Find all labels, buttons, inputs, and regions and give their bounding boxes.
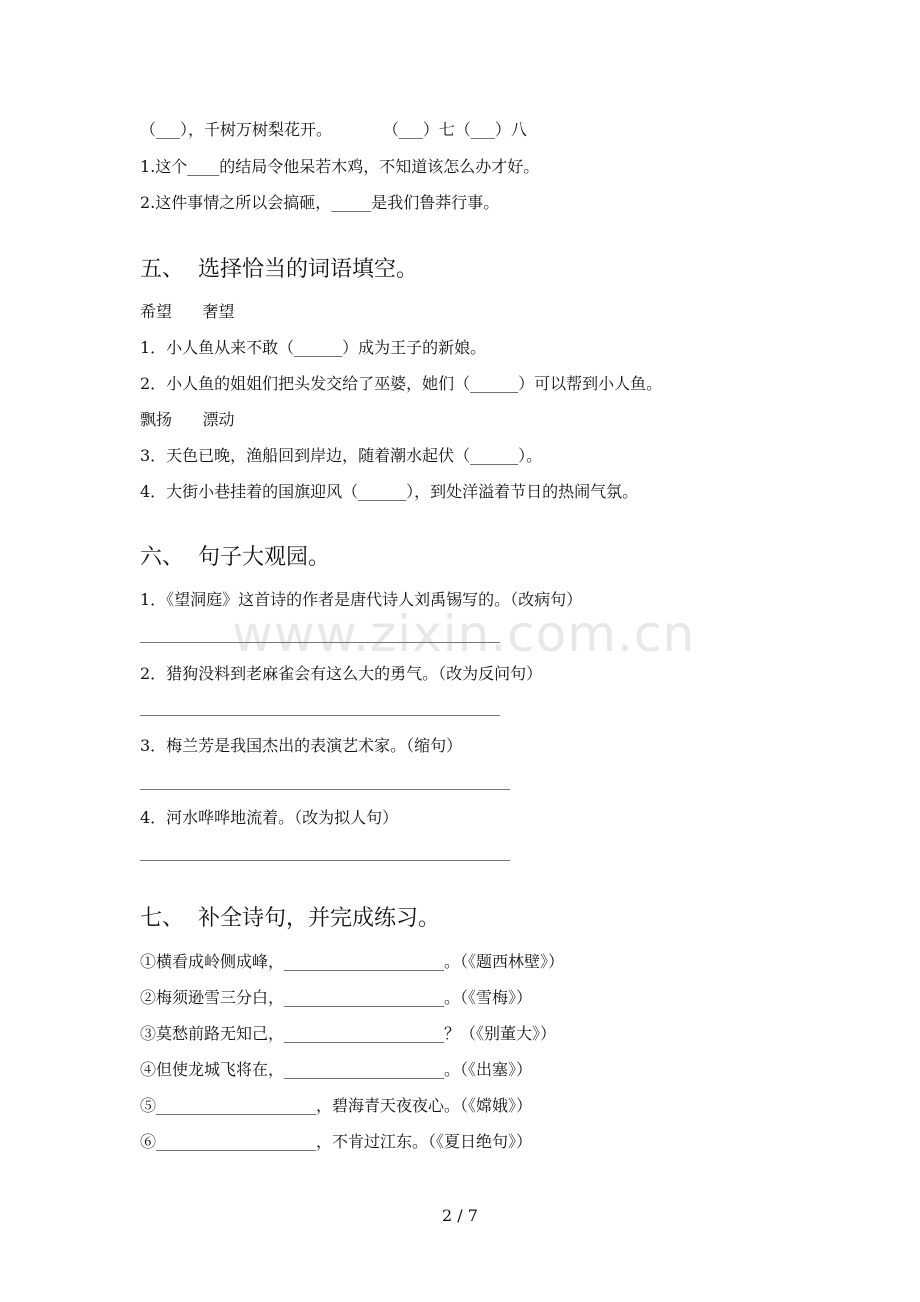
answer-line xyxy=(140,860,510,861)
section-7-title: 七、 补全诗句，并完成练习。 xyxy=(140,906,440,931)
watermark: www.zixin.com.cn xyxy=(232,605,696,663)
question-item: 2．猎狗没料到老麻雀会有这么大的勇气。（改为反问句） xyxy=(140,664,543,683)
section-5-title: 五、 选择恰当的词语填空。 xyxy=(140,257,418,282)
poem-item: ⑤____________________，碧海青天夜夜心。（《嫦娥》） xyxy=(140,1096,533,1115)
section-6-title: 六、 句子大观园。 xyxy=(140,545,330,570)
word-pair: 希望 奢望 xyxy=(140,302,235,321)
question-item: 3．梅兰芳是我国杰出的表演艺术家。（缩句） xyxy=(140,736,463,755)
answer-line xyxy=(140,715,500,716)
question-item: 4．河水哗哗地流着。（改为拟人句） xyxy=(140,808,399,827)
fill-line: （___），千树万树梨花开。 （___）七（___）八 xyxy=(140,120,527,139)
answer-line xyxy=(140,789,510,790)
page-number: 2 / 7 xyxy=(442,1206,478,1225)
answer-line xyxy=(140,642,500,643)
fill-line: 1.这个____的结局令他呆若木鸡，不知道该怎么办才好。 xyxy=(140,157,540,176)
poem-item: ②梅须逊雪三分白，____________________。（《雪梅》） xyxy=(140,988,533,1007)
question-item: 3．天色已晚，渔船回到岸边，随着潮水起伏（______）。 xyxy=(140,446,543,465)
poem-item: ⑥____________________，不肯过江东。（《夏日绝句》） xyxy=(140,1132,533,1151)
question-item: 2．小人鱼的姐姐们把头发交给了巫婆，她们（______）可以帮到小人鱼。 xyxy=(140,374,663,393)
poem-item: ④但使龙城飞将在，____________________。（《出塞》） xyxy=(140,1060,533,1079)
fill-line: 2.这件事情之所以会搞砸，_____是我们鲁莽行事。 xyxy=(140,193,500,212)
question-item: 1．小人鱼从来不敢（______）成为王子的新娘。 xyxy=(140,338,487,357)
poem-item: ③莫愁前路无知己，____________________？（《别董大》） xyxy=(140,1024,557,1043)
poem-item: ①横看成岭侧成峰，____________________。（《题西林壁》） xyxy=(140,952,565,971)
question-item: 4．大街小巷挂着的国旗迎风（______），到处洋溢着节日的热闹气氛。 xyxy=(140,482,639,501)
question-item: 1．《望洞庭》这首诗的作者是唐代诗人刘禹锡写的。（改病句） xyxy=(140,590,583,609)
word-pair: 飘扬 漂动 xyxy=(140,410,235,429)
